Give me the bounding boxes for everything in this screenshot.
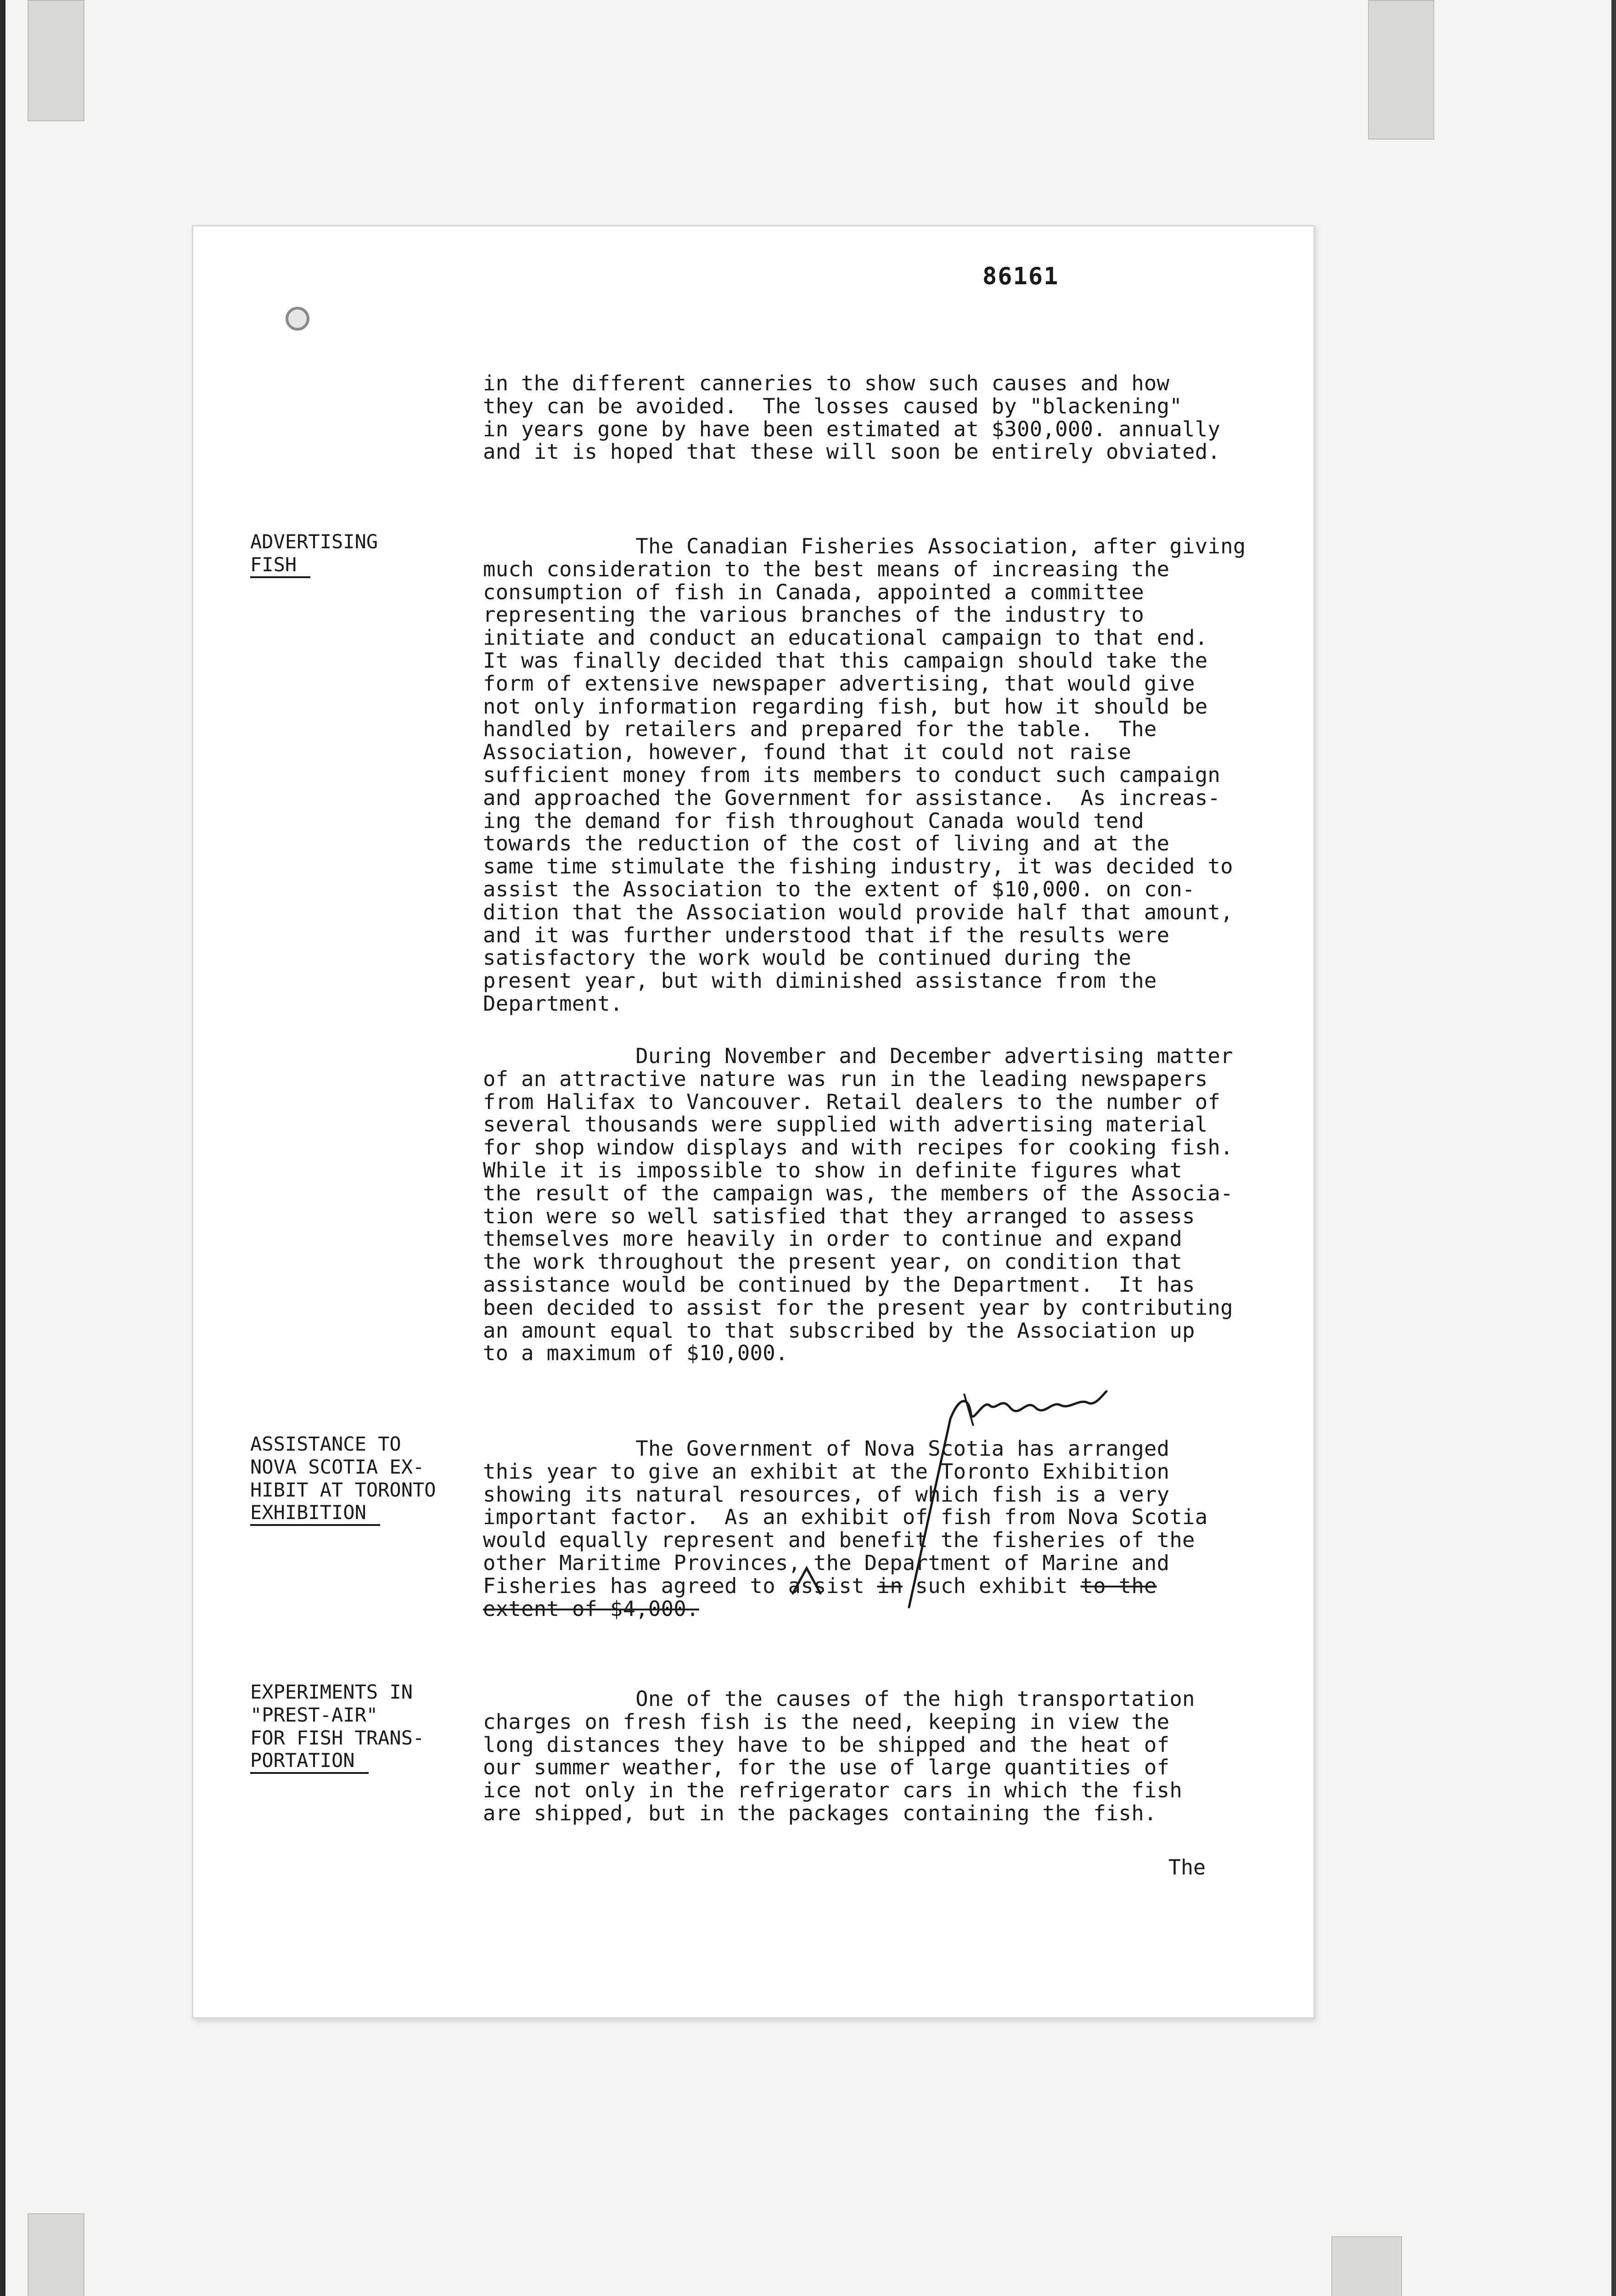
mounting-tape	[28, 0, 84, 121]
section-heading-prest-air: EXPERIMENTS IN "PREST-AIR" FOR FISH TRANS- PORTATION	[250, 1681, 424, 1774]
advertising-paragraph-1: The Canadian Fisheries Association, after giving much consideration to the best means of increasing the consumption of fish in Canada, appointed a committee representing the various branches of the industry to initiate and conduct an educational campaign to that end. It was finally decided that this campaign should take the form of extensive newspaper advertising, that would give not only information regarding fish, but how it should be handled by retailers and prepared for the table. The Association, however, found that it could not raise sufficient money from its members to conduct such campaign and approached the Government for assistance. As increas- ing the demand for fish throughout Canada would tend towards the reduction of the cost of living and at the same time stimulate the fishing industry, it was decided to assist the Association to the extent of $10,000. on con- dition that the Association would provide half that amount, and it was further understood that if the results were satisfactory the work would be continued during the present year, but with diminished assistance from the Department.	[483, 534, 1246, 1016]
struck-phrase: to the	[1080, 1573, 1157, 1598]
film-frame-edge-left	[0, 0, 6, 2296]
prest-air-paragraph: One of the causes of the high transportation charges on fresh fish is the need, keeping in view the long distances they have to be shipped and the heat of our summer weather, for the use of large quantities of ice not only in the refrigerator cars in which the fish are shipped, but in the packages containing the fish.	[483, 1687, 1195, 1825]
editing-slash-mark	[900, 1417, 955, 1609]
punch-hole	[286, 307, 309, 331]
struck-word: in	[877, 1573, 903, 1598]
struck-line: extent of $4,000.	[483, 1596, 699, 1621]
insertion-caret	[791, 1564, 823, 1596]
catch-word: The	[1168, 1855, 1206, 1880]
intro-paragraph: in the different canneries to show such causes and how they can be avoided. The losses caused by "blackening" in years gone by have been estimated at $300,000. annually and it is hoped that these will soon be entirely obviated.	[483, 371, 1221, 464]
page-number: 86161	[982, 263, 1059, 290]
section-heading-nova-scotia: ASSISTANCE TO NOVA SCOTIA EX- HIBIT AT TORONTO EXHIBITION	[250, 1433, 436, 1526]
nova-scotia-paragraph: The Government of Nova Scotia has arranged this year to give an exhibit at the Toronto Exhibition showing its natural resources, of which fish is a very important factor. As an exhibit of fish from Nova Scotia would equally represent and benefit the fisheries of the other Maritime Provinces, the Department of Marine and Fisheries has agreed to assist in such exhibit to the extent of $4,000.	[483, 1436, 1208, 1621]
mounting-tape	[28, 2213, 84, 2296]
advertising-paragraph-2: During November and December advertising matter of an attractive nature was run in the leading newspapers from Halifax to Vancouver. Retail dealers to the number of several thousands were supplied with advertising material for shop window displays and with recipes for cooking fish. While it is impossible to show in definite figures what the result of the campaign was, the members of the Associa- tion were so well satisfied that they arranged to assess themselves more heavily in order to continue and expand the work throughout the present year, on condition that assistance would be continued by the Department. It has been decided to assist for the present year by contributing an amount equal to that subscribed by the Association up to a maximum of $10,000.	[483, 1044, 1233, 1366]
film-frame-edge-right	[1611, 0, 1616, 2296]
section-heading-advertising: ADVERTISING FISH	[250, 530, 378, 578]
mounting-tape	[1368, 0, 1434, 140]
mounting-tape	[1331, 2236, 1402, 2296]
handwritten-initials	[946, 1387, 1111, 1428]
